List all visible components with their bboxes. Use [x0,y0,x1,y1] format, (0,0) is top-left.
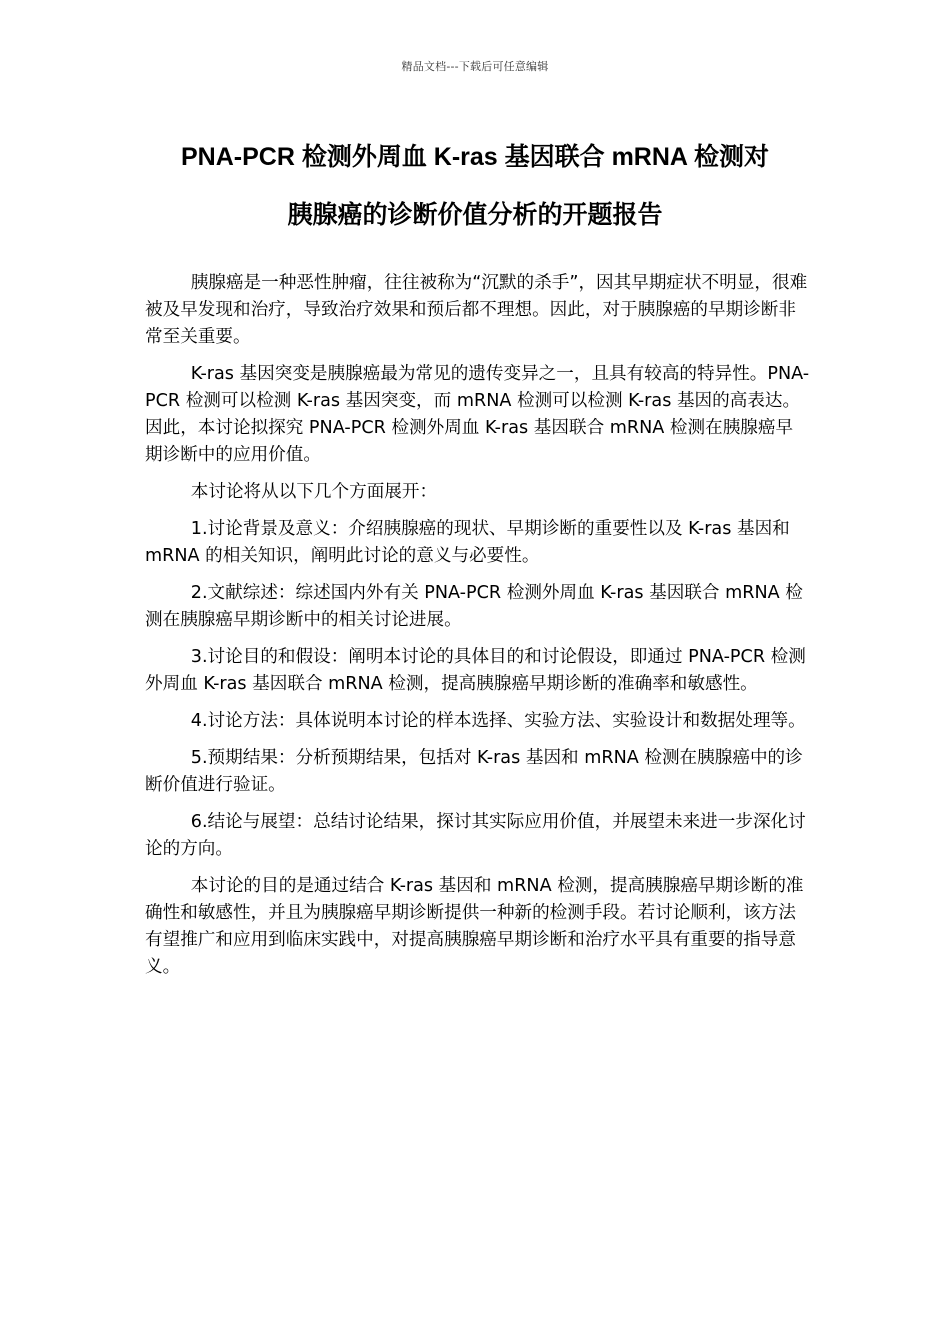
title-line-1: PNA-PCR 检测外周血 K-ras 基因联合 mRNA 检测对 [180,143,769,171]
paragraph-item-2: 2.文献综述：综述国内外有关 PNA-PCR 检测外周血 K-ras 基因联合 mRNA 检测在胰腺癌早期诊断中的相关讨论进展。 [145,583,803,630]
paragraph-kras: K-ras 基因突变是胰腺癌最为常见的遗传变异之一，且具有较高的特异性。PNA-PCR 检测可以检测 K-ras 基因突变，而 mRNA 检测可以检测 K-ras 基因的高表达。因此，本讨论拟探究 PNA-PCR 检测外周血 K-ras 基因联合 mRNA 检测在胰腺癌早期诊断中的应用价值。 [145,364,810,465]
paragraph-item-6: 6.结论与展望：总结讨论结果，探讨其实际应用价值，并展望未来进一步深化讨论的方向。 [145,812,806,859]
paragraph-conclusion: 本讨论的目的是通过结合 K-ras 基因和 mRNA 检测，提高胰腺癌早期诊断的准确性和敏感性，并且为胰腺癌早期诊断提供一种新的检测手段。若讨论顺利，该方法有望推广和应用到临床实践中，对提高胰腺癌早期诊断和治疗水平具有重要的指导意义。 [145,876,804,977]
paragraph-item-3: 3.讨论目的和假设：阐明本讨论的具体目的和讨论假设，即通过 PNA-PCR 检测外周血 K-ras 基因联合 mRNA 检测，提高胰腺癌早期诊断的准确率和敏感性。 [145,647,806,694]
document-title [120,128,830,244]
document-body [145,270,810,991]
header-note: 精品文档---下载后可任意编辑 [401,60,549,73]
paragraph-intro: 胰腺癌是一种恶性肿瘤，往往被称为“沉默的杀手”，因其早期症状不明显，很难被及早发现和治疗，导致治疗效果和预后都不理想。因此，对于胰腺癌的早期诊断非常至关重要。 [145,273,808,347]
paragraph-item-5: 5.预期结果：分析预期结果，包括对 K-ras 基因和 mRNA 检测在胰腺癌中的诊断价值进行验证。 [145,748,803,795]
paragraph-item-1: 1.讨论背景及意义：介绍胰腺癌的现状、早期诊断的重要性以及 K-ras 基因和 mRNA 的相关知识，阐明此讨论的意义与必要性。 [145,519,790,566]
paragraph-item-4: 4.讨论方法：具体说明本讨论的样本选择、实验方法、实验设计和数据处理等。 [190,711,806,731]
paragraph-outline: 本讨论将从以下几个方面展开： [190,482,438,502]
title-line-2: 胰腺癌的诊断价值分析的开题报告 [287,201,663,229]
